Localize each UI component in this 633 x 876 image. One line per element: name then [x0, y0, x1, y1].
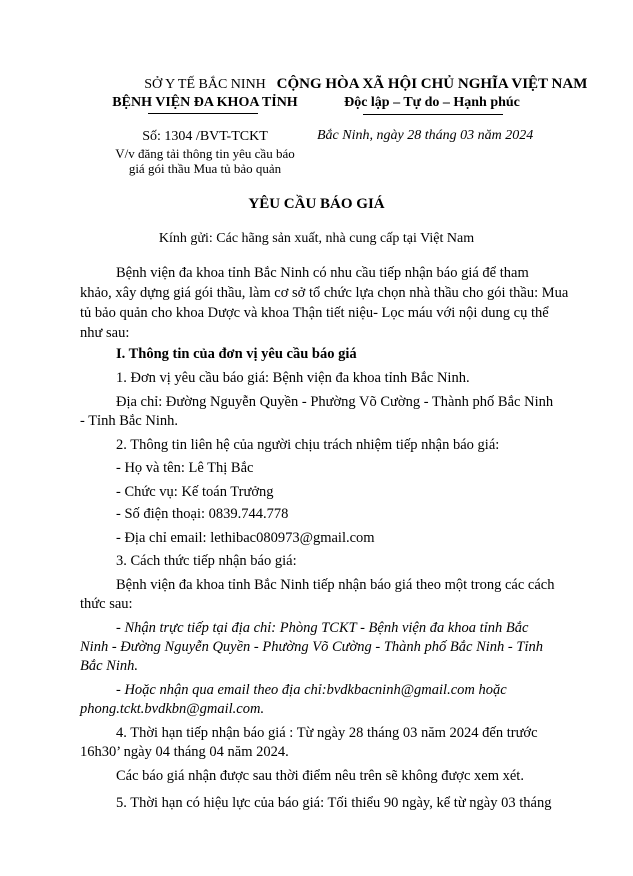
item-5: 5. Thời hạn có hiệu lực của báo giá: Tối thiểu 90 ngày, kể từ ngày 03 tháng — [116, 795, 552, 811]
national-title: CỘNG HÒA XÃ HỘI CHỦ NGHĨA VIỆT NAM — [276, 76, 588, 92]
email-line-1: - Hoặc nhận qua email theo địa chỉ:bvdkbacninh@gmail.com hoặc — [116, 682, 507, 698]
ministry-name: SỞ Y TẾ BẮC NINH — [144, 77, 266, 92]
item-4-line-2: 16h30’ ngày 04 tháng 04 năm 2024. — [80, 744, 289, 760]
address-line-2: - Tỉnh Bắc Ninh. — [80, 413, 178, 429]
document-number: Số: 1304 /BVT-TCKT — [142, 129, 268, 144]
recipient-line: Kính gửi: Các hãng sản xuất, nhà cung cấp tại Việt Nam — [158, 231, 475, 246]
section-heading: I. Thông tin của đơn vị yêu cầu báo giá — [116, 346, 357, 362]
email-line-2: phong.tckt.bvdkbn@gmail.com. — [80, 701, 265, 717]
direct-line-2: Ninh - Đường Nguyễn Quyền - Phường Võ Cường - Thành phố Bắc Ninh - Tỉnh — [80, 639, 543, 655]
hospital-name: BỆNH VIỆN ĐA KHOA TỈNH — [112, 95, 298, 110]
subject-line-2: giá gói thầu Mua tủ bảo quản — [128, 161, 282, 176]
motto-underline — [363, 114, 503, 115]
item-3: 3. Cách thức tiếp nhận báo giá: — [116, 553, 297, 569]
national-motto: Độc lập – Tự do – Hạnh phúc — [344, 95, 520, 110]
receive-line-2: thức sau: — [80, 596, 133, 612]
intro-line-4: như sau: — [80, 325, 130, 341]
late-note: Các báo giá nhận được sau thời điểm nêu trên sẽ không được xem xét. — [116, 768, 524, 784]
direct-line-3: Bắc Ninh. — [80, 658, 138, 674]
intro-line-2: khảo, xây dựng giá gói thầu, làm cơ sở tổ chức lựa chọn nhà thầu cho gói thầu: Mua — [80, 285, 569, 301]
intro-line-1: Bệnh viện đa khoa tỉnh Bắc Ninh có nhu cầu tiếp nhận báo giá để tham — [116, 265, 529, 281]
contact-position: - Chức vụ: Kế toán Trưởng — [116, 484, 274, 500]
contact-name: - Họ và tên: Lê Thị Bắc — [116, 460, 254, 476]
receive-line-1: Bệnh viện đa khoa tỉnh Bắc Ninh tiếp nhận báo giá theo một trong các cách — [116, 577, 555, 593]
document-date: Bắc Ninh, ngày 28 tháng 03 năm 2024 — [317, 128, 534, 143]
direct-line-1: - Nhận trực tiếp tại địa chỉ: Phòng TCKT - Bệnh viện đa khoa tỉnh Bắc — [116, 620, 529, 636]
intro-line-3: tủ bảo quản cho khoa Dược và khoa Thận tiết niệu- Lọc máu với nội dung cụ thể — [80, 305, 549, 321]
contact-phone: - Số điện thoại: 0839.744.778 — [116, 506, 289, 522]
hospital-underline — [148, 113, 258, 114]
contact-email: - Địa chỉ email: lethibac080973@gmail.com — [116, 530, 375, 546]
item-4-line-1: 4. Thời hạn tiếp nhận báo giá : Từ ngày 28 tháng 03 năm 2024 đến trước — [116, 725, 538, 741]
item-1: 1. Đơn vị yêu cầu báo giá: Bệnh viện đa khoa tỉnh Bắc Ninh. — [116, 370, 470, 386]
item-2: 2. Thông tin liên hệ của người chịu trách nhiệm tiếp nhận báo giá: — [116, 437, 500, 453]
address-line-1: Địa chỉ: Đường Nguyễn Quyền - Phường Võ Cường - Thành phố Bắc Ninh — [116, 394, 554, 410]
document-title: YÊU CẦU BÁO GIÁ — [248, 196, 385, 212]
subject-line-1: V/v đăng tải thông tin yêu cầu báo — [115, 146, 295, 161]
